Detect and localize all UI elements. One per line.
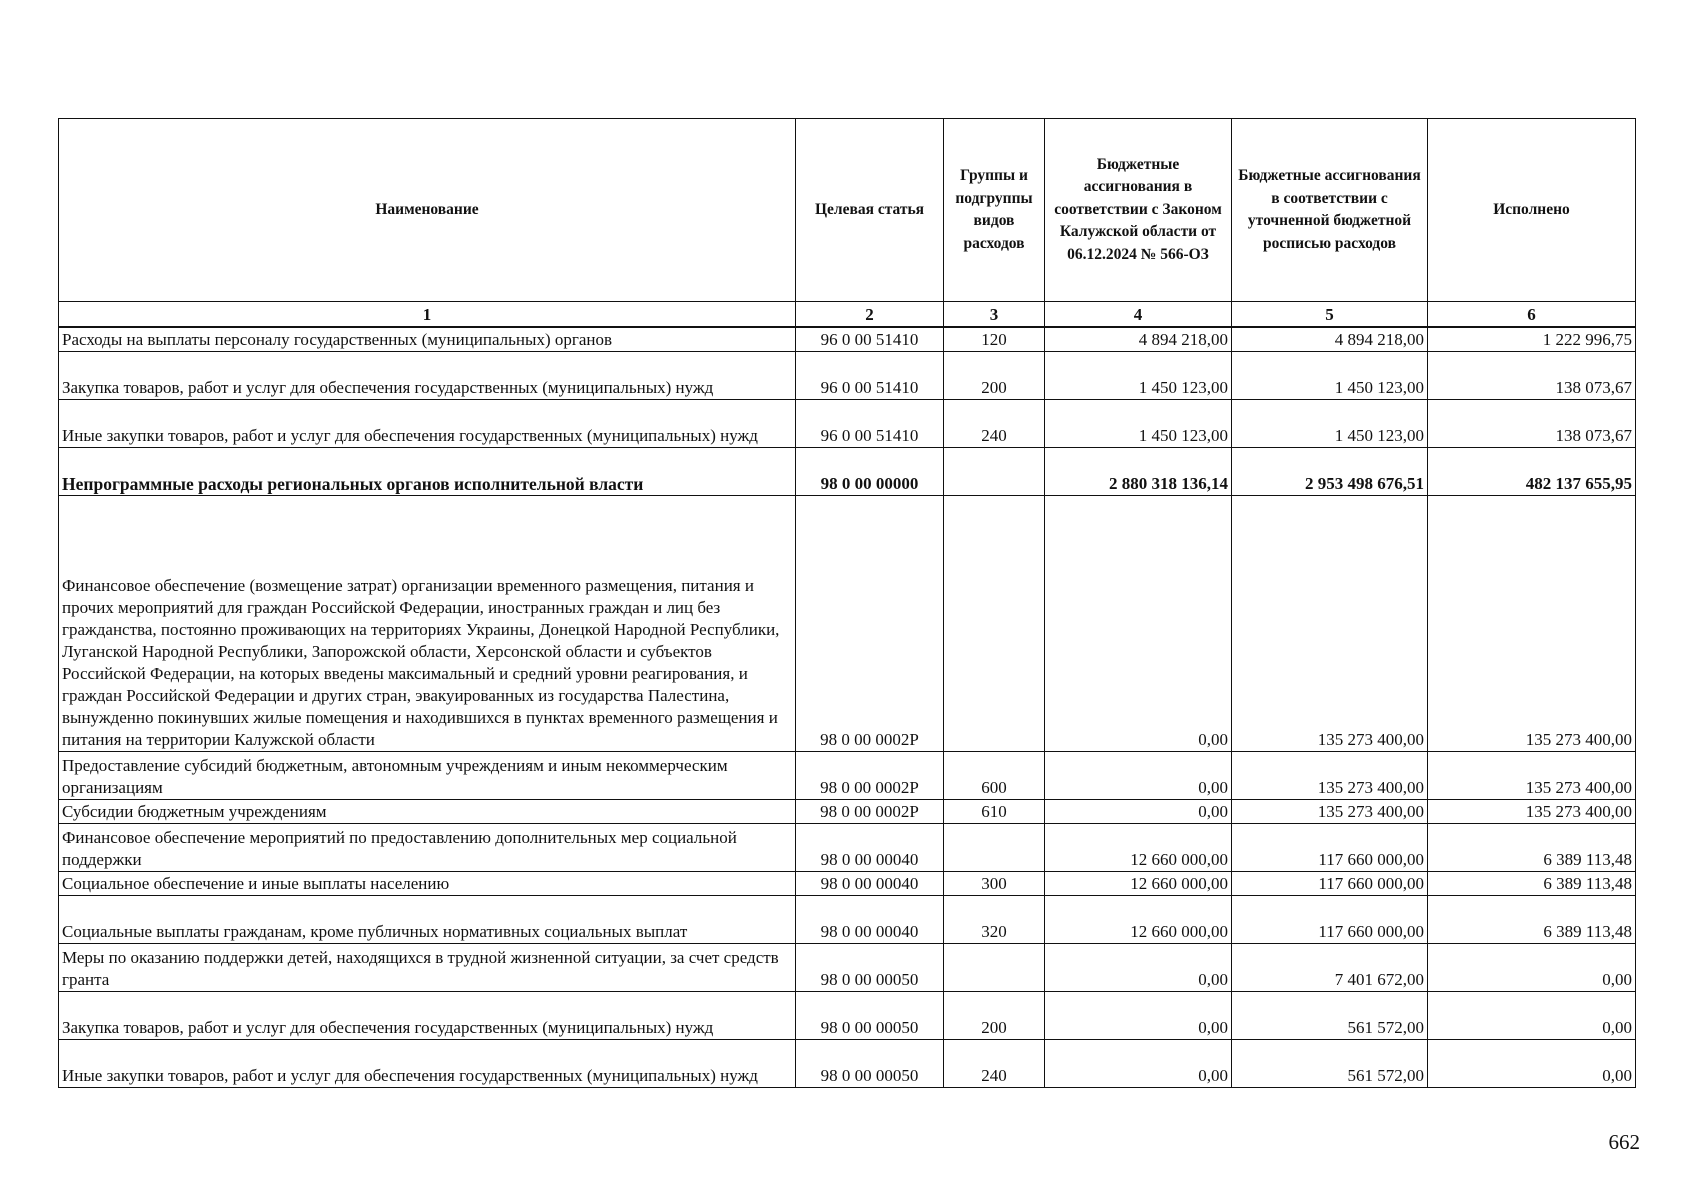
row-law-amount: 12 660 000,00 — [1045, 823, 1232, 871]
row-name: Предоставление субсидий бюджетным, автономным учреждениям и иным некоммерческим организациям — [59, 751, 796, 799]
row-refined-amount: 1 450 123,00 — [1232, 399, 1428, 447]
row-executed-amount: 0,00 — [1428, 1039, 1636, 1087]
row-refined-amount: 2 953 498 676,51 — [1232, 447, 1428, 495]
row-target-article: 98 0 00 00040 — [796, 871, 944, 895]
row-executed-amount: 482 137 655,95 — [1428, 447, 1636, 495]
row-law-amount: 0,00 — [1045, 1039, 1232, 1087]
table-row — [59, 943, 1636, 991]
row-law-amount: 0,00 — [1045, 943, 1232, 991]
table-row — [59, 799, 1636, 823]
row-executed-amount: 135 273 400,00 — [1428, 799, 1636, 823]
row-executed-amount: 1 222 996,75 — [1428, 327, 1636, 351]
row-law-amount: 0,00 — [1045, 495, 1232, 751]
row-expense-group: 300 — [944, 871, 1045, 895]
table-row — [59, 327, 1636, 351]
row-executed-amount: 138 073,67 — [1428, 351, 1636, 399]
row-executed-amount: 0,00 — [1428, 991, 1636, 1039]
row-name: Субсидии бюджетным учреждениям — [59, 799, 796, 823]
table-row — [59, 1039, 1636, 1087]
row-expense-group: 240 — [944, 1039, 1045, 1087]
row-target-article: 98 0 00 00040 — [796, 823, 944, 871]
row-target-article: 98 0 00 00050 — [796, 1039, 944, 1087]
budget-table — [58, 118, 1636, 1088]
row-law-amount: 2 880 318 136,14 — [1045, 447, 1232, 495]
header-name: Наименование — [59, 119, 796, 302]
row-law-amount: 4 894 218,00 — [1045, 327, 1232, 351]
row-refined-amount: 135 273 400,00 — [1232, 495, 1428, 751]
row-name: Закупка товаров, работ и услуг для обеспечения государственных (муниципальных) нужд — [59, 351, 796, 399]
row-law-amount: 0,00 — [1045, 799, 1232, 823]
row-executed-amount: 135 273 400,00 — [1428, 751, 1636, 799]
column-number: 5 — [1232, 302, 1428, 328]
row-refined-amount: 135 273 400,00 — [1232, 751, 1428, 799]
row-name: Меры по оказанию поддержки детей, находящихся в трудной жизненной ситуации, за счет средств гранта — [59, 943, 796, 991]
row-name: Социальное обеспечение и иные выплаты населению — [59, 871, 796, 895]
row-refined-amount: 117 660 000,00 — [1232, 871, 1428, 895]
table-row — [59, 871, 1636, 895]
header-target-article: Целевая статья — [796, 119, 944, 302]
table-row — [59, 495, 1636, 751]
row-refined-amount: 1 450 123,00 — [1232, 351, 1428, 399]
row-target-article: 98 0 00 0002P — [796, 799, 944, 823]
row-refined-amount: 4 894 218,00 — [1232, 327, 1428, 351]
row-law-amount: 1 450 123,00 — [1045, 399, 1232, 447]
row-target-article: 96 0 00 51410 — [796, 351, 944, 399]
row-expense-group — [944, 447, 1045, 495]
column-number: 3 — [944, 302, 1045, 328]
row-expense-group — [944, 943, 1045, 991]
table-row — [59, 751, 1636, 799]
column-number: 4 — [1045, 302, 1232, 328]
table-row-section-total — [59, 447, 1636, 495]
header-row — [59, 119, 1636, 302]
row-executed-amount: 138 073,67 — [1428, 399, 1636, 447]
row-refined-amount: 7 401 672,00 — [1232, 943, 1428, 991]
table-row — [59, 991, 1636, 1039]
row-expense-group: 200 — [944, 351, 1045, 399]
budget-table-container — [58, 118, 1635, 1088]
row-target-article: 98 0 00 0002P — [796, 751, 944, 799]
table-row — [59, 399, 1636, 447]
row-executed-amount: 135 273 400,00 — [1428, 495, 1636, 751]
row-target-article: 98 0 00 0002P — [796, 495, 944, 751]
row-law-amount: 12 660 000,00 — [1045, 871, 1232, 895]
row-name: Финансовое обеспечение мероприятий по предоставлению дополнительных мер социальной поддержки — [59, 823, 796, 871]
row-refined-amount: 117 660 000,00 — [1232, 823, 1428, 871]
row-name: Социальные выплаты гражданам, кроме публичных нормативных социальных выплат — [59, 895, 796, 943]
row-target-article: 98 0 00 00040 — [796, 895, 944, 943]
column-number: 6 — [1428, 302, 1636, 328]
row-refined-amount: 135 273 400,00 — [1232, 799, 1428, 823]
row-expense-group: 610 — [944, 799, 1045, 823]
row-law-amount: 1 450 123,00 — [1045, 351, 1232, 399]
row-name: Расходы на выплаты персоналу государственных (муниципальных) органов — [59, 327, 796, 351]
column-number-row — [59, 302, 1636, 328]
row-expense-group: 600 — [944, 751, 1045, 799]
header-expense-groups: Группы и подгруппы видов расходов — [944, 119, 1045, 302]
row-name: Иные закупки товаров, работ и услуг для обеспечения государственных (муниципальных) нужд — [59, 1039, 796, 1087]
row-target-article: 98 0 00 00000 — [796, 447, 944, 495]
row-target-article: 98 0 00 00050 — [796, 943, 944, 991]
row-expense-group: 240 — [944, 399, 1045, 447]
table-row — [59, 895, 1636, 943]
table-row — [59, 351, 1636, 399]
row-law-amount: 12 660 000,00 — [1045, 895, 1232, 943]
row-expense-group — [944, 823, 1045, 871]
row-target-article: 98 0 00 00050 — [796, 991, 944, 1039]
row-expense-group — [944, 495, 1045, 751]
row-law-amount: 0,00 — [1045, 991, 1232, 1039]
page-number: 662 — [1608, 1130, 1640, 1154]
row-expense-group: 120 — [944, 327, 1045, 351]
row-law-amount: 0,00 — [1045, 751, 1232, 799]
row-name: Непрограммные расходы региональных органов исполнительной власти — [59, 447, 796, 495]
row-refined-amount: 561 572,00 — [1232, 1039, 1428, 1087]
row-target-article: 96 0 00 51410 — [796, 327, 944, 351]
table-row — [59, 823, 1636, 871]
row-refined-amount: 561 572,00 — [1232, 991, 1428, 1039]
row-name: Закупка товаров, работ и услуг для обеспечения государственных (муниципальных) нужд — [59, 991, 796, 1039]
table-header — [59, 119, 1636, 328]
row-name: Финансовое обеспечение (возмещение затрат) организации временного размещения, питания и прочих мероприятий для граждан Российской Федерации, иностранных граждан и лиц без гражданства, постоянно проживающих на территориях Украины, Донецкой Народной Республики, Луганской Народной Республики, Запорожской области, Херсонской области и субъектов Российской Федерации, на которых введены максимальный и средний уровни реагирования, и граждан Российской Федерации и других стран, эвакуированных из государства Палестина, вынужденно покинувших жилые помещения и находившихся в пунктах временного размещения и питания на территории Калужской области — [59, 495, 796, 751]
row-executed-amount: 6 389 113,48 — [1428, 823, 1636, 871]
row-expense-group: 200 — [944, 991, 1045, 1039]
table-body — [59, 327, 1636, 1087]
header-refined-allocations: Бюджетные ассигнования в соответствии с уточненной бюджетной росписью расходов — [1232, 119, 1428, 302]
row-executed-amount: 6 389 113,48 — [1428, 871, 1636, 895]
row-executed-amount: 0,00 — [1428, 943, 1636, 991]
column-number: 2 — [796, 302, 944, 328]
header-law-allocations: Бюджетные ассигнования в соответствии с Законом Калужской области от 06.12.2024 № 566-ОЗ — [1045, 119, 1232, 302]
row-executed-amount: 6 389 113,48 — [1428, 895, 1636, 943]
row-expense-group: 320 — [944, 895, 1045, 943]
row-refined-amount: 117 660 000,00 — [1232, 895, 1428, 943]
row-target-article: 96 0 00 51410 — [796, 399, 944, 447]
header-executed: Исполнено — [1428, 119, 1636, 302]
row-name: Иные закупки товаров, работ и услуг для обеспечения государственных (муниципальных) нужд — [59, 399, 796, 447]
column-number: 1 — [59, 302, 796, 328]
